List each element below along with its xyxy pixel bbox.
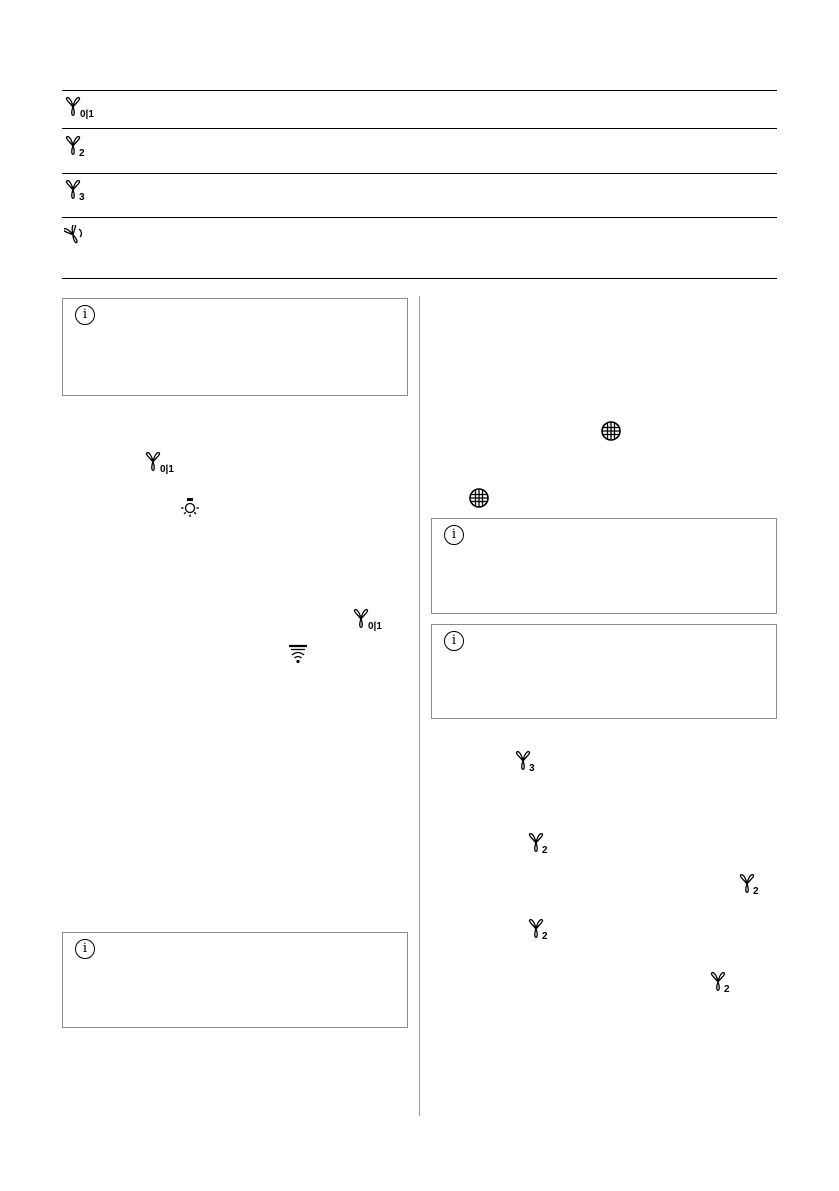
fan-off-on-icon <box>352 609 392 633</box>
info-icon: i <box>75 305 95 325</box>
info-icon: i <box>444 525 464 545</box>
row-divider <box>62 128 777 129</box>
info-note-box <box>62 298 408 396</box>
svg-text:3: 3 <box>79 192 85 203</box>
fan-off-on-icon <box>64 97 104 121</box>
grease-filter-icon <box>600 420 622 442</box>
svg-text:2: 2 <box>79 148 85 159</box>
svg-text:0|1: 0|1 <box>80 109 94 120</box>
svg-text:3: 3 <box>529 763 535 774</box>
light-icon <box>178 497 202 521</box>
table-bottom-rule <box>62 278 777 279</box>
info-icon: i <box>75 939 95 959</box>
fan-speed-2-icon <box>527 833 557 857</box>
fan-speed-3-icon <box>64 180 94 204</box>
info-note-box <box>62 932 408 1028</box>
svg-text:0|1: 0|1 <box>160 464 174 475</box>
fan-speed-2-icon <box>709 972 739 996</box>
hob2hood-icon <box>287 644 309 666</box>
svg-text:2: 2 <box>753 886 759 897</box>
svg-text:0|1: 0|1 <box>368 621 382 632</box>
grease-filter-icon <box>468 487 490 509</box>
svg-text:2: 2 <box>724 984 730 995</box>
fan-off-on-icon <box>144 452 184 476</box>
fan-speed-2-icon <box>527 919 557 943</box>
info-note-box <box>431 518 777 614</box>
fan-speed-3-icon <box>514 751 544 775</box>
table-top-rule <box>62 90 777 91</box>
fan-auto-icon <box>64 225 88 249</box>
fan-speed-2-icon <box>738 874 768 898</box>
info-icon: i <box>444 631 464 651</box>
svg-text:2: 2 <box>542 931 548 942</box>
fan-speed-2-icon <box>64 136 94 160</box>
svg-text:2: 2 <box>542 845 548 856</box>
row-divider <box>62 217 777 218</box>
row-divider <box>62 173 777 174</box>
info-note-box <box>431 624 777 719</box>
column-divider <box>419 296 420 1116</box>
